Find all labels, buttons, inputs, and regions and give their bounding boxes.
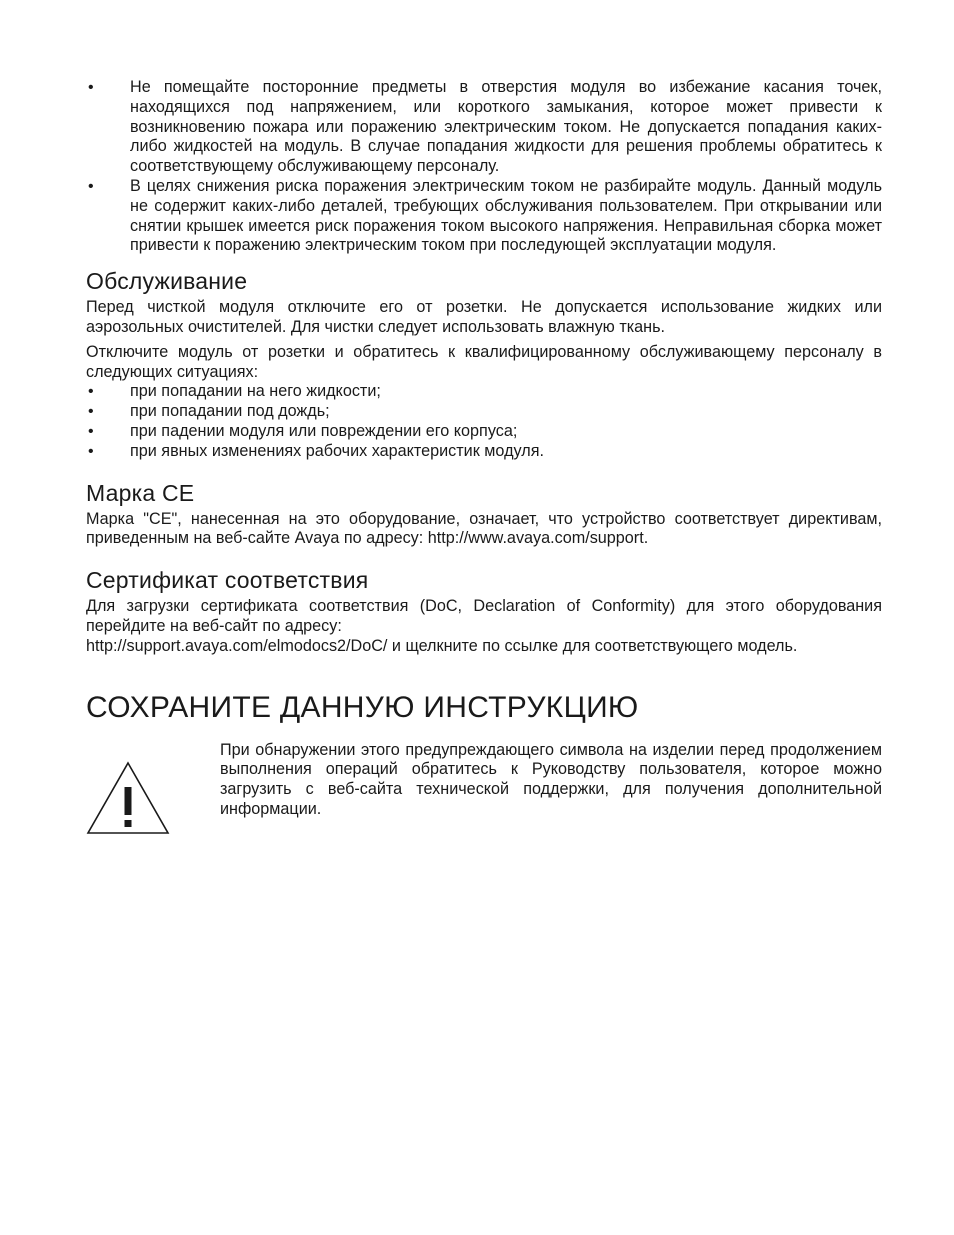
list-item bbox=[86, 402, 882, 422]
ce-mark-heading: Марка CE bbox=[86, 479, 195, 506]
certificate-paragraph-2: http://support.avaya.com/elmodocs2/DoC/ и щелкните по ссылке для соответствующего модель. bbox=[86, 636, 798, 655]
bullet-symbol: • bbox=[88, 79, 94, 96]
maintenance-paragraph-1: Перед чисткой модуля отключите его от розетки. Не допускается использование жидких или аэрозольных очистителей. Для чистки следует использовать влажную ткань. bbox=[86, 298, 882, 336]
list-item bbox=[86, 422, 882, 442]
safety-bullet-list bbox=[86, 78, 882, 256]
list-item bbox=[86, 382, 882, 402]
bullet-symbol: • bbox=[88, 442, 94, 460]
warning-triangle-icon bbox=[86, 741, 220, 840]
list-item bbox=[86, 177, 882, 256]
list-item-text: В целях снижения риска поражения электрическим током не разбирайте модуль. Данный модуль не содержит каких-либо деталей, требующих обслуживания пользователем. При открывании или снятии крышек имеется риск поражения током высокого напряжения. Неправильная сборка может привести к поражению электрическим током при последующей эксплуатации модуля. bbox=[130, 176, 882, 255]
list-item-text: Не помещайте посторонние предметы в отверстия модуля во избежание касания точек, находящихся под напряжением, или короткого замыкания, которое может привести к возникновению пожара или поражению электрическим током. Не допускается попадания каких-либо жидкостей на модуль. В случае попадания жидкости для решения проблемы обратитесь к соответствующему обслуживающему персоналу. bbox=[130, 78, 882, 176]
maintenance-paragraph-2: Отключите модуль от розетки и обратитесь к квалифицированному обслуживающему персоналу в следующих ситуациях: bbox=[86, 342, 882, 381]
list-item bbox=[86, 442, 882, 462]
save-instructions-heading: СОХРАНИТЕ ДАННУЮ ИНСТРУКЦИЮ bbox=[86, 690, 639, 724]
bullet-symbol: • bbox=[88, 177, 94, 195]
maintenance-heading: Обслуживание bbox=[86, 268, 248, 295]
list-item-text: при попадании на него жидкости; bbox=[130, 382, 381, 401]
warning-block bbox=[86, 741, 882, 840]
list-item-text: при падении модуля или повреждении его корпуса; bbox=[130, 421, 518, 440]
certificate-heading: Сертификат соответствия bbox=[86, 567, 369, 594]
list-item bbox=[86, 78, 882, 177]
document-page bbox=[86, 78, 882, 840]
bullet-symbol: • bbox=[88, 403, 94, 421]
bullet-symbol: • bbox=[88, 422, 94, 440]
certificate-paragraph-1: Для загрузки сертификата соответствия (DoC, Declaration of Conformity) для этого оборудования перейдите на веб-сайт по адресу: bbox=[86, 597, 882, 635]
warning-paragraph: При обнаружении этого предупреждающего символа на изделии перед продолжением выполнения операций обратитесь к Руководству пользователя, которое можно загрузить с веб-сайта технической поддержки, для получения дополнительной информации. bbox=[220, 740, 882, 818]
maintenance-list bbox=[86, 382, 882, 461]
ce-mark-paragraph: Марка "CE", нанесенная на это оборудование, означает, что устройство соответствует директивам, приведенным на веб-сайте Avaya по адресу: http://www.avaya.com/support. bbox=[86, 509, 882, 548]
list-item-text: при попадании под дождь; bbox=[130, 402, 330, 421]
warning-triangle-svg bbox=[86, 761, 170, 835]
bullet-symbol: • bbox=[88, 383, 94, 401]
list-item-text: при явных изменениях рабочих характеристик модуля. bbox=[130, 441, 544, 460]
